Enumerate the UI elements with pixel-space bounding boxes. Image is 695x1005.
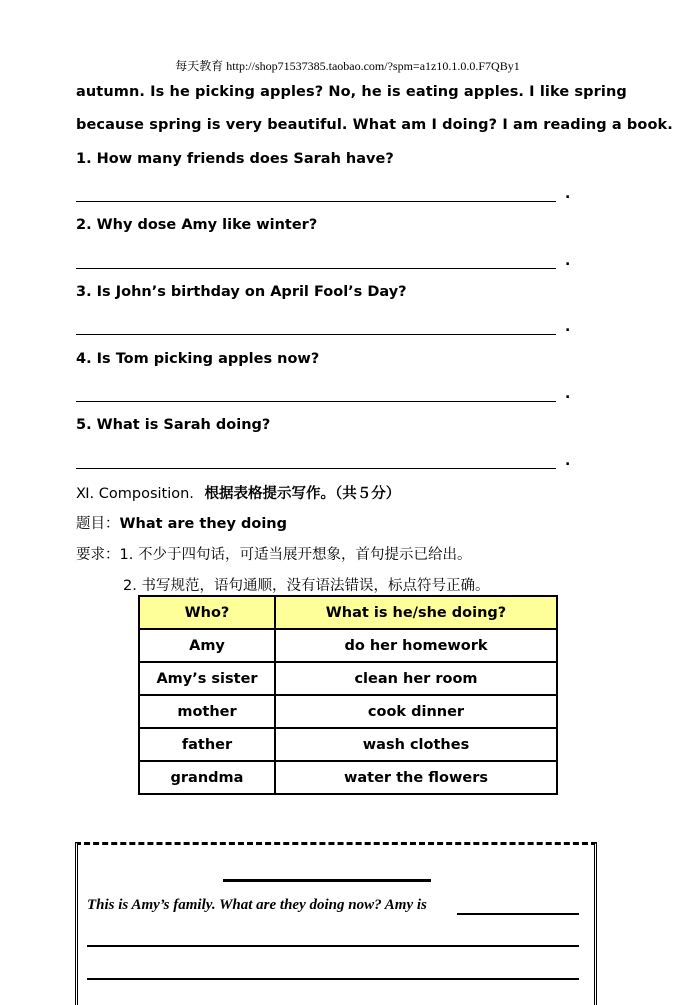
table-cell-doing: wash clothes bbox=[275, 728, 557, 761]
table-cell-doing: do her homework bbox=[275, 629, 557, 662]
writing-prompt: This is Amy’s family. What are they doing now? Amy is bbox=[87, 897, 427, 913]
answer-period-1: . bbox=[565, 186, 571, 202]
table-row bbox=[139, 662, 557, 695]
answer-period-2: . bbox=[565, 253, 571, 269]
answer-line-5[interactable] bbox=[76, 468, 556, 469]
question-3: 3. Is John’s birthday on April Fool’s Day? bbox=[76, 284, 407, 300]
requirement-2: 2. 书写规范，语句通顺，没有语法错误，标点符号正确。 bbox=[123, 578, 490, 594]
writing-line-2[interactable] bbox=[87, 945, 579, 947]
composition-title: Ⅺ. Composition. bbox=[76, 486, 194, 502]
question-2: 2. Why dose Amy like winter? bbox=[76, 217, 318, 233]
table-header-row bbox=[139, 596, 557, 629]
table-cell-who: grandma bbox=[139, 761, 275, 794]
writing-line-3[interactable] bbox=[87, 978, 579, 980]
table-row bbox=[139, 761, 557, 794]
topic-text: What are they doing bbox=[119, 516, 288, 532]
table-header-who: Who? bbox=[139, 596, 275, 629]
table-header-doing: What is he/she doing? bbox=[275, 596, 557, 629]
question-1: 1. How many friends does Sarah have? bbox=[76, 151, 394, 167]
requirement-1-line bbox=[76, 543, 471, 564]
answer-period-3: . bbox=[565, 319, 571, 335]
answer-period-4: . bbox=[565, 386, 571, 402]
table-row bbox=[139, 695, 557, 728]
passage-line-1: autumn. Is he picking apples? No, he is eating apples. I like spring bbox=[76, 84, 627, 100]
table-cell-who: mother bbox=[139, 695, 275, 728]
source-header: 每天教育 http://shop71537385.taobao.com/?spm=a1z10.1.0.0.F7QBy1 bbox=[175, 59, 520, 73]
answer-line-3[interactable] bbox=[76, 334, 556, 335]
topic-label: 题目： bbox=[76, 516, 120, 532]
requirement-1: 1. 不少于四句话，可适当展开想象，首句提示已给出。 bbox=[119, 547, 472, 563]
answer-line-2[interactable] bbox=[76, 268, 556, 269]
table-cell-doing: clean her room bbox=[275, 662, 557, 695]
table-cell-who: Amy’s sister bbox=[139, 662, 275, 695]
hint-table bbox=[138, 595, 558, 795]
table-cell-who: father bbox=[139, 728, 275, 761]
composition-instruction: 根据表格提示写作。（共５分） bbox=[204, 486, 401, 502]
question-5: 5. What is Sarah doing? bbox=[76, 417, 271, 433]
answer-line-4[interactable] bbox=[76, 401, 556, 402]
question-4: 4. Is Tom picking apples now? bbox=[76, 351, 320, 367]
requirement-label: 要求： bbox=[76, 547, 120, 563]
answer-line-1[interactable] bbox=[76, 201, 556, 202]
table-cell-who: Amy bbox=[139, 629, 275, 662]
passage-line-2: because spring is very beautiful. What am I doing? I am reading a book. bbox=[76, 117, 673, 133]
writing-line-1[interactable] bbox=[457, 913, 579, 915]
table-row bbox=[139, 629, 557, 662]
topic-line bbox=[76, 512, 287, 533]
table-row bbox=[139, 728, 557, 761]
answer-period-5: . bbox=[565, 453, 571, 469]
table-cell-doing: water the flowers bbox=[275, 761, 557, 794]
composition-heading bbox=[76, 482, 400, 503]
writing-box bbox=[75, 842, 597, 1005]
writing-title-line[interactable] bbox=[223, 879, 431, 882]
table-cell-doing: cook dinner bbox=[275, 695, 557, 728]
